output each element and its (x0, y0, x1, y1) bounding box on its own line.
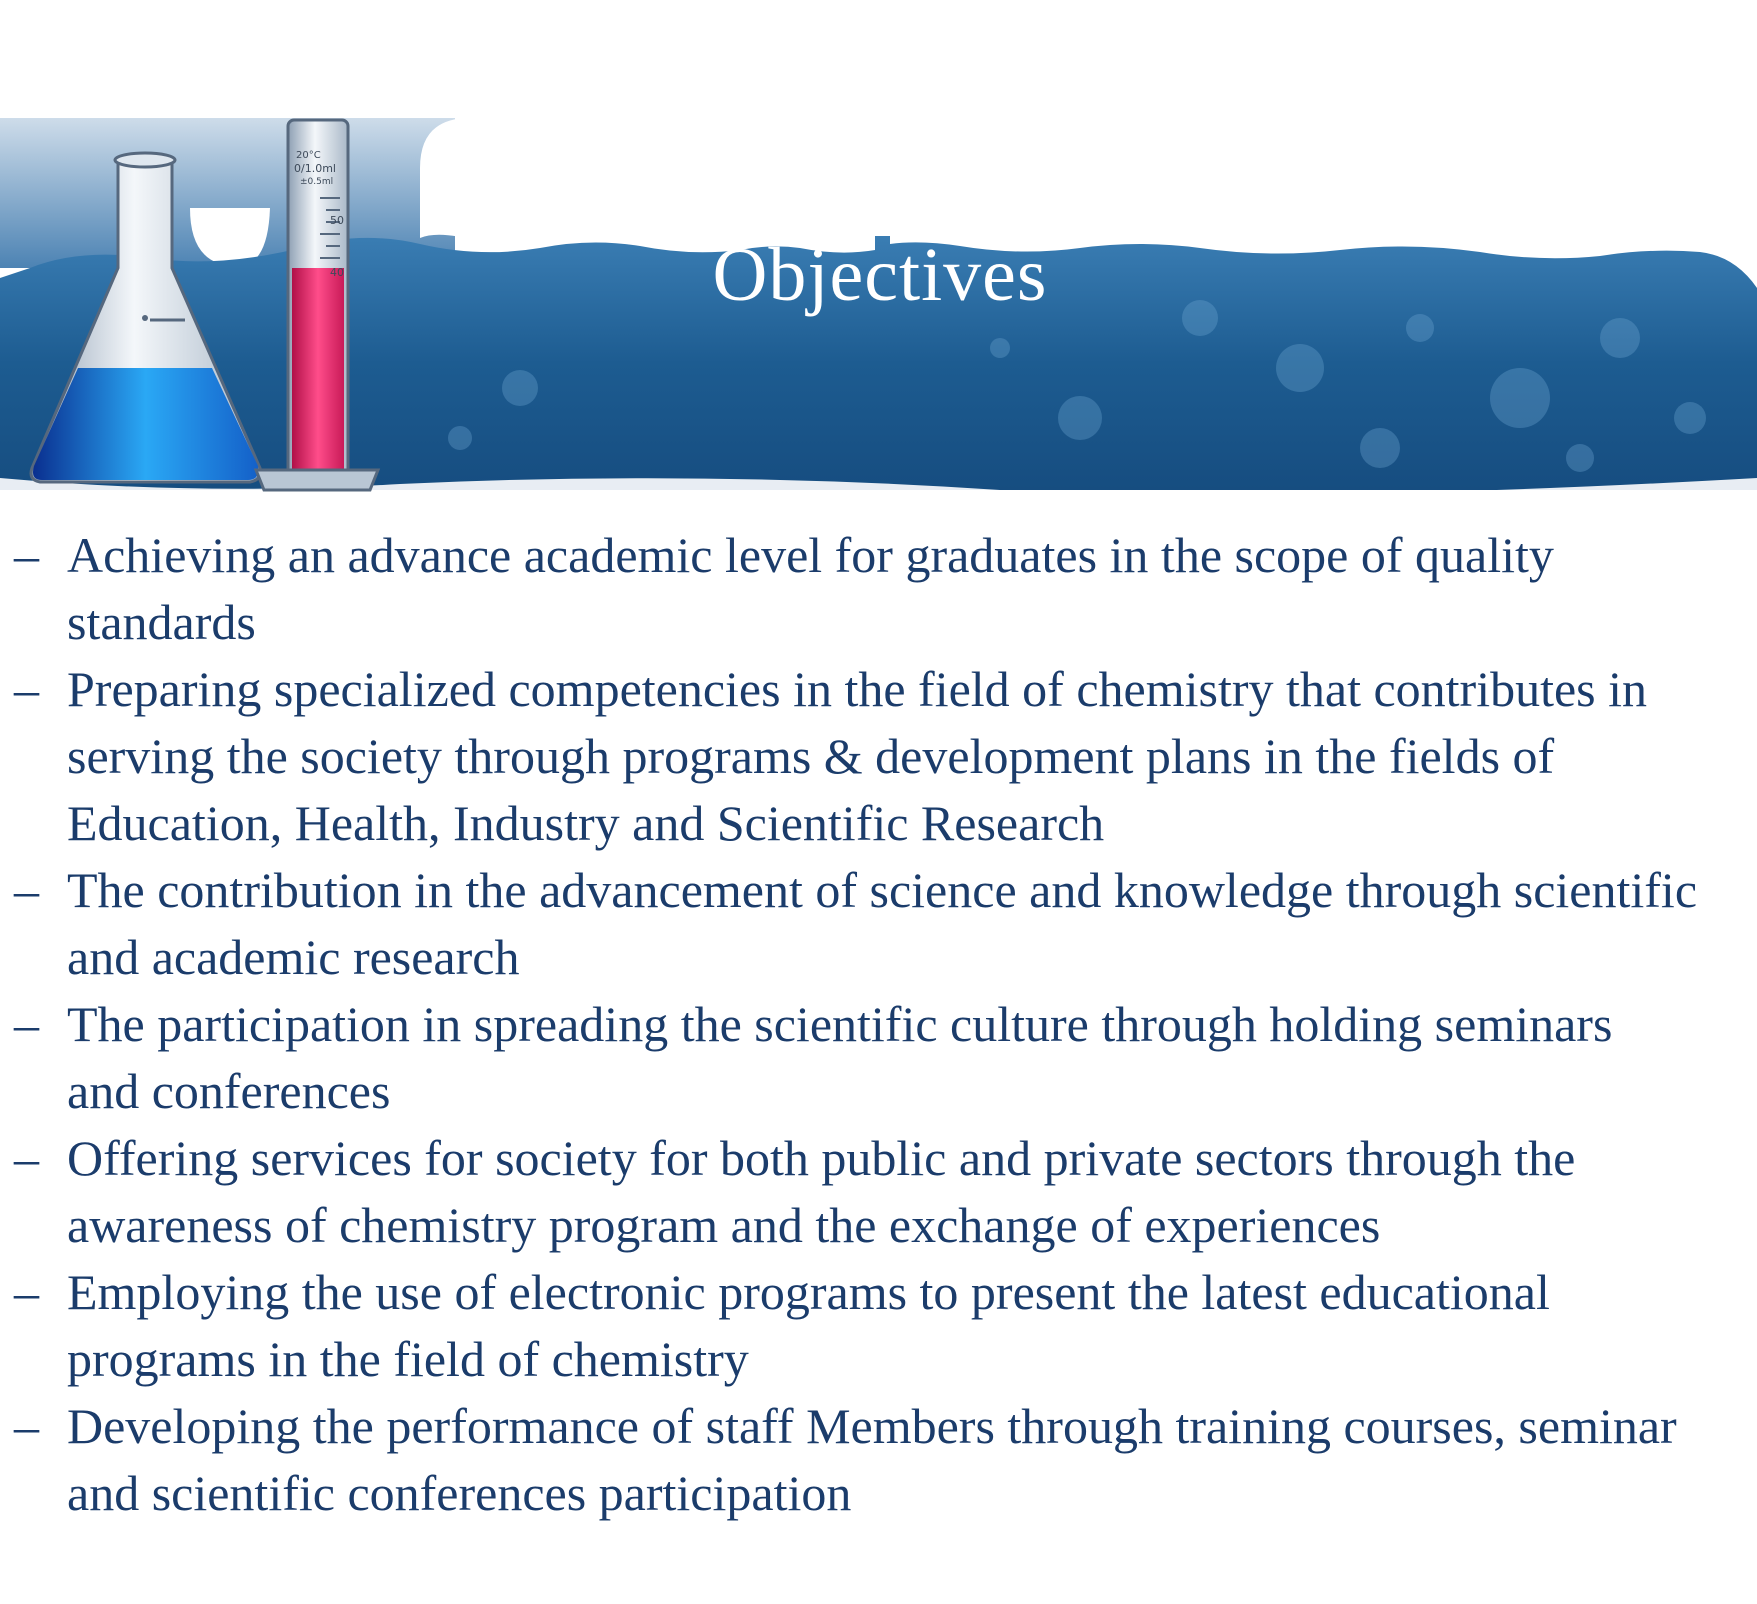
bullet-dash: – (14, 1264, 39, 1320)
objective-text: Preparing specialized competencies in the field of chemistry that contributes in serving the society through programs & development plans in the fields of Education, Health, Industry and Scientific Research (67, 661, 1648, 851)
bullet-dash: – (14, 527, 39, 583)
objective-text: The contribution in the advancement of science and knowledge through scientific and academic research (67, 862, 1698, 985)
objective-item (0, 1125, 1757, 1259)
objectives-list (0, 522, 1757, 1527)
objective-item (0, 857, 1757, 991)
bullet-dash: – (14, 996, 39, 1052)
cylinder-tolerance-marking: ±0.5ml (300, 177, 334, 187)
cylinder-temp-marking: 20°C (296, 150, 321, 161)
bullet-dash: – (14, 661, 39, 717)
objective-item (0, 991, 1757, 1125)
cylinder-volume-marking: 0/1.0ml (294, 162, 336, 175)
page-title: Objectives (712, 233, 1048, 317)
objective-text: The participation in spreading the scientific culture through holding seminars and conferences (67, 996, 1613, 1119)
objective-text: Achieving an advance academic level for graduates in the scope of quality standards (67, 527, 1554, 650)
cylinder-marking-50: 50 (330, 214, 344, 227)
objective-text: Developing the performance of staff Members through training courses, seminar and scientific conferences participation (67, 1398, 1677, 1521)
bullet-dash: – (14, 1398, 39, 1454)
bullet-dash: – (14, 862, 39, 918)
cylinder-marking-40: 40 (330, 266, 344, 279)
objective-item (0, 1259, 1757, 1393)
objective-text: Offering services for society for both public and private sectors through the awareness of chemistry program and the exchange of experiences (67, 1130, 1576, 1253)
objective-item (0, 1393, 1757, 1527)
bullet-dash: – (14, 1130, 39, 1186)
objective-text: Employing the use of electronic programs to present the latest educational programs in the field of chemistry (67, 1264, 1550, 1387)
objective-item (0, 656, 1757, 857)
objective-item (0, 522, 1757, 656)
